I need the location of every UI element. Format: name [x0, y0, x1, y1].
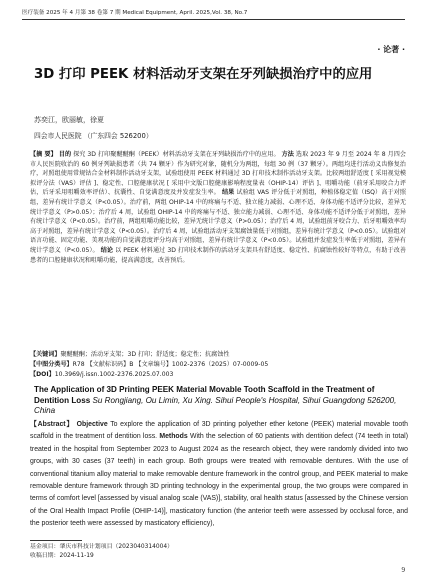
- objective-text: 探究 3D 打印聚醚醚酮（PEEK）材料活动牙支架在牙列缺损治疗中的应用。: [73, 151, 280, 158]
- keywords-label: 【关键词】: [30, 351, 61, 358]
- keywords-line: [30, 350, 406, 360]
- running-header: 医疗装备 2025 年 4 月第 38 卷第 7 期 Medical Equipment, April. 2025,Vol. 38, No.7: [22, 10, 248, 16]
- page-number: 9: [401, 566, 405, 574]
- classification-text: R78 【文献标识码】B 【文章编号】1002-2376（2025）07-0009-05: [72, 361, 269, 368]
- results-label: 结果: [221, 189, 235, 197]
- english-abstract-label: 【Abstract】: [30, 421, 74, 428]
- english-objective-label: Objective: [76, 421, 108, 428]
- conclusion-label: 结论: [100, 246, 114, 254]
- keywords-text: 聚醚醚酮；活动牙支架；3D 打印；舒适度；稳定性；抗腐蚀性: [60, 351, 230, 358]
- doi-line: [30, 370, 406, 380]
- english-title: The Application of 3D Printing PEEK Material Movable Tooth Scaffold in the Treatment of Dentition Loss: [34, 385, 375, 405]
- fund-note: 基金项目：肇庆市科技计划项目（2023040314004）: [30, 544, 173, 550]
- doi-text: 10.3969/j.issn.1002-2376.2025.07.003: [54, 371, 174, 378]
- methods-text: 选取 2023 年 9 月至 2024 年 8 月四会市人民医院收治的 60 例牙列缺损患者（共 74 颗牙）作为研究对象，随机分为两组，每组 30 例（37 颗牙）。两组均进行活动义齿修复治疗，对照组使用常规钴合金材料制作活动牙支架，试验组使用 PEEK 材料通过 3D 打印技术制作活动牙支架。比较两组舒适度 [ 采用视觉模拟评分法（VAS）评估 ]、稳定性、口腔健康状况 [ 采用中文版口腔健康影响程度量表（OHIP-14）评估 ]、咀嚼功能（前牙采用咬合力评估，后牙采用咀嚼效率评估）、抗囊性、自觉满意度及并发症发生率。: [30, 151, 407, 197]
- english-title-block: [34, 385, 404, 417]
- conclusion-text: 以 PEEK 材料通过 3D 打印技术制作的活动牙支架具有舒适度、稳定性、抗腐蚀性较好等特点，有助于改善患者的口腔健康状况和咀嚼功能，提高满意度，改善预后。: [30, 246, 407, 264]
- english-authors: Su Rongjiang, Ou Limin, Xu Xing. Sihui People's Hospital, Sihui Guangdong 526200, China: [34, 395, 397, 415]
- header-divider: [22, 19, 405, 20]
- doi-label: 【DOI】: [30, 371, 55, 378]
- article-authors: 苏奕江，欧丽敏，徐夏: [34, 116, 104, 124]
- classification-line: [30, 360, 406, 370]
- article-title: 3D 打印 PEEK 材料活动牙支架在牙列缺损治疗中的应用: [34, 67, 373, 82]
- classification-label: 【中图分类号】: [30, 361, 73, 368]
- metadata-block: [30, 350, 406, 380]
- abstract-english: [30, 419, 408, 531]
- english-methods-label: Methods: [159, 433, 188, 441]
- footnote-divider: [30, 540, 82, 541]
- section-tag: · 论著 ·: [377, 45, 405, 54]
- abstract-label: 【摘 要】: [30, 151, 57, 158]
- objective-label: 目的: [58, 151, 72, 158]
- received-date: 收稿日期：2024-11-19: [30, 553, 94, 559]
- abstract-chinese: [30, 150, 406, 265]
- english-methods-text: With the selection of 60 patients with dentition defect (74 teeth in total) treated in the hospital from September 2023 to August 2024 as the research object, they were randomly divided into two groups, with 30 cases (37 teeth) in each group. Both groups were treated with removable dentures. With the use of conventional titanium alloy material to make removable denture framework in the control group, and PEEK material to make removable denture framework through 3D printing technology in the experimental group, the two groups were compared in terms of comfort level [assessed by visual analog scale (VAS)], stability, oral health status [assessed by the Chinese version of the Oral Health Impact Profile (OHIP-14)], masticatory function (the anterior teeth were assessed by occlusal force, and the posterior teeth were assessed by masticatory efficiency),: [30, 433, 409, 528]
- methods-label: 方法: [281, 151, 294, 158]
- english-objective-text: To explore the application of 3D printing polyether ether ketone (PEEK) material movable tooth scaffold in the treatment of dentition loss.: [30, 421, 408, 441]
- footnote: [30, 543, 173, 561]
- results-text: 试验组 VAS 评分低于对照组，种植体稳定值（ISQ）高于对照组，差异有统计学意义（P<0.05）。治疗前，两组 OHIP-14 中的疼痛与不适、独立能力减弱、心理不适、身体功能不适评分比较，差异无统计学意义（P>0.05）；治疗后 4 周，试验组 OHIP-14 中的疼痛与不适、独立能力减弱、心理不适、身体功能不适评分低于对照组，差异有统计学意义（P<0.05）。治疗前，两组咀嚼功能比较，差异无统计学意义（P>0.05）；治疗后 4 周，试验组前牙咬合力、后牙咀嚼效率均高于对照组，差异有统计学意义（P<0.05）。治疗后 4 周，试验组活动牙支架腐蚀量低于对照组，差异有统计学意义（P<0.05）。试验组对语言功能、固定功能、美观功能的自觉满意度评分均高于对照组，差异有统计学意义（P<0.05）。试验组并发症发生率低于对照组，差异有统计学意义（P<0.05）。: [30, 189, 407, 254]
- article-affiliation: 四会市人民医院 （广东四会 526200）: [34, 132, 153, 140]
